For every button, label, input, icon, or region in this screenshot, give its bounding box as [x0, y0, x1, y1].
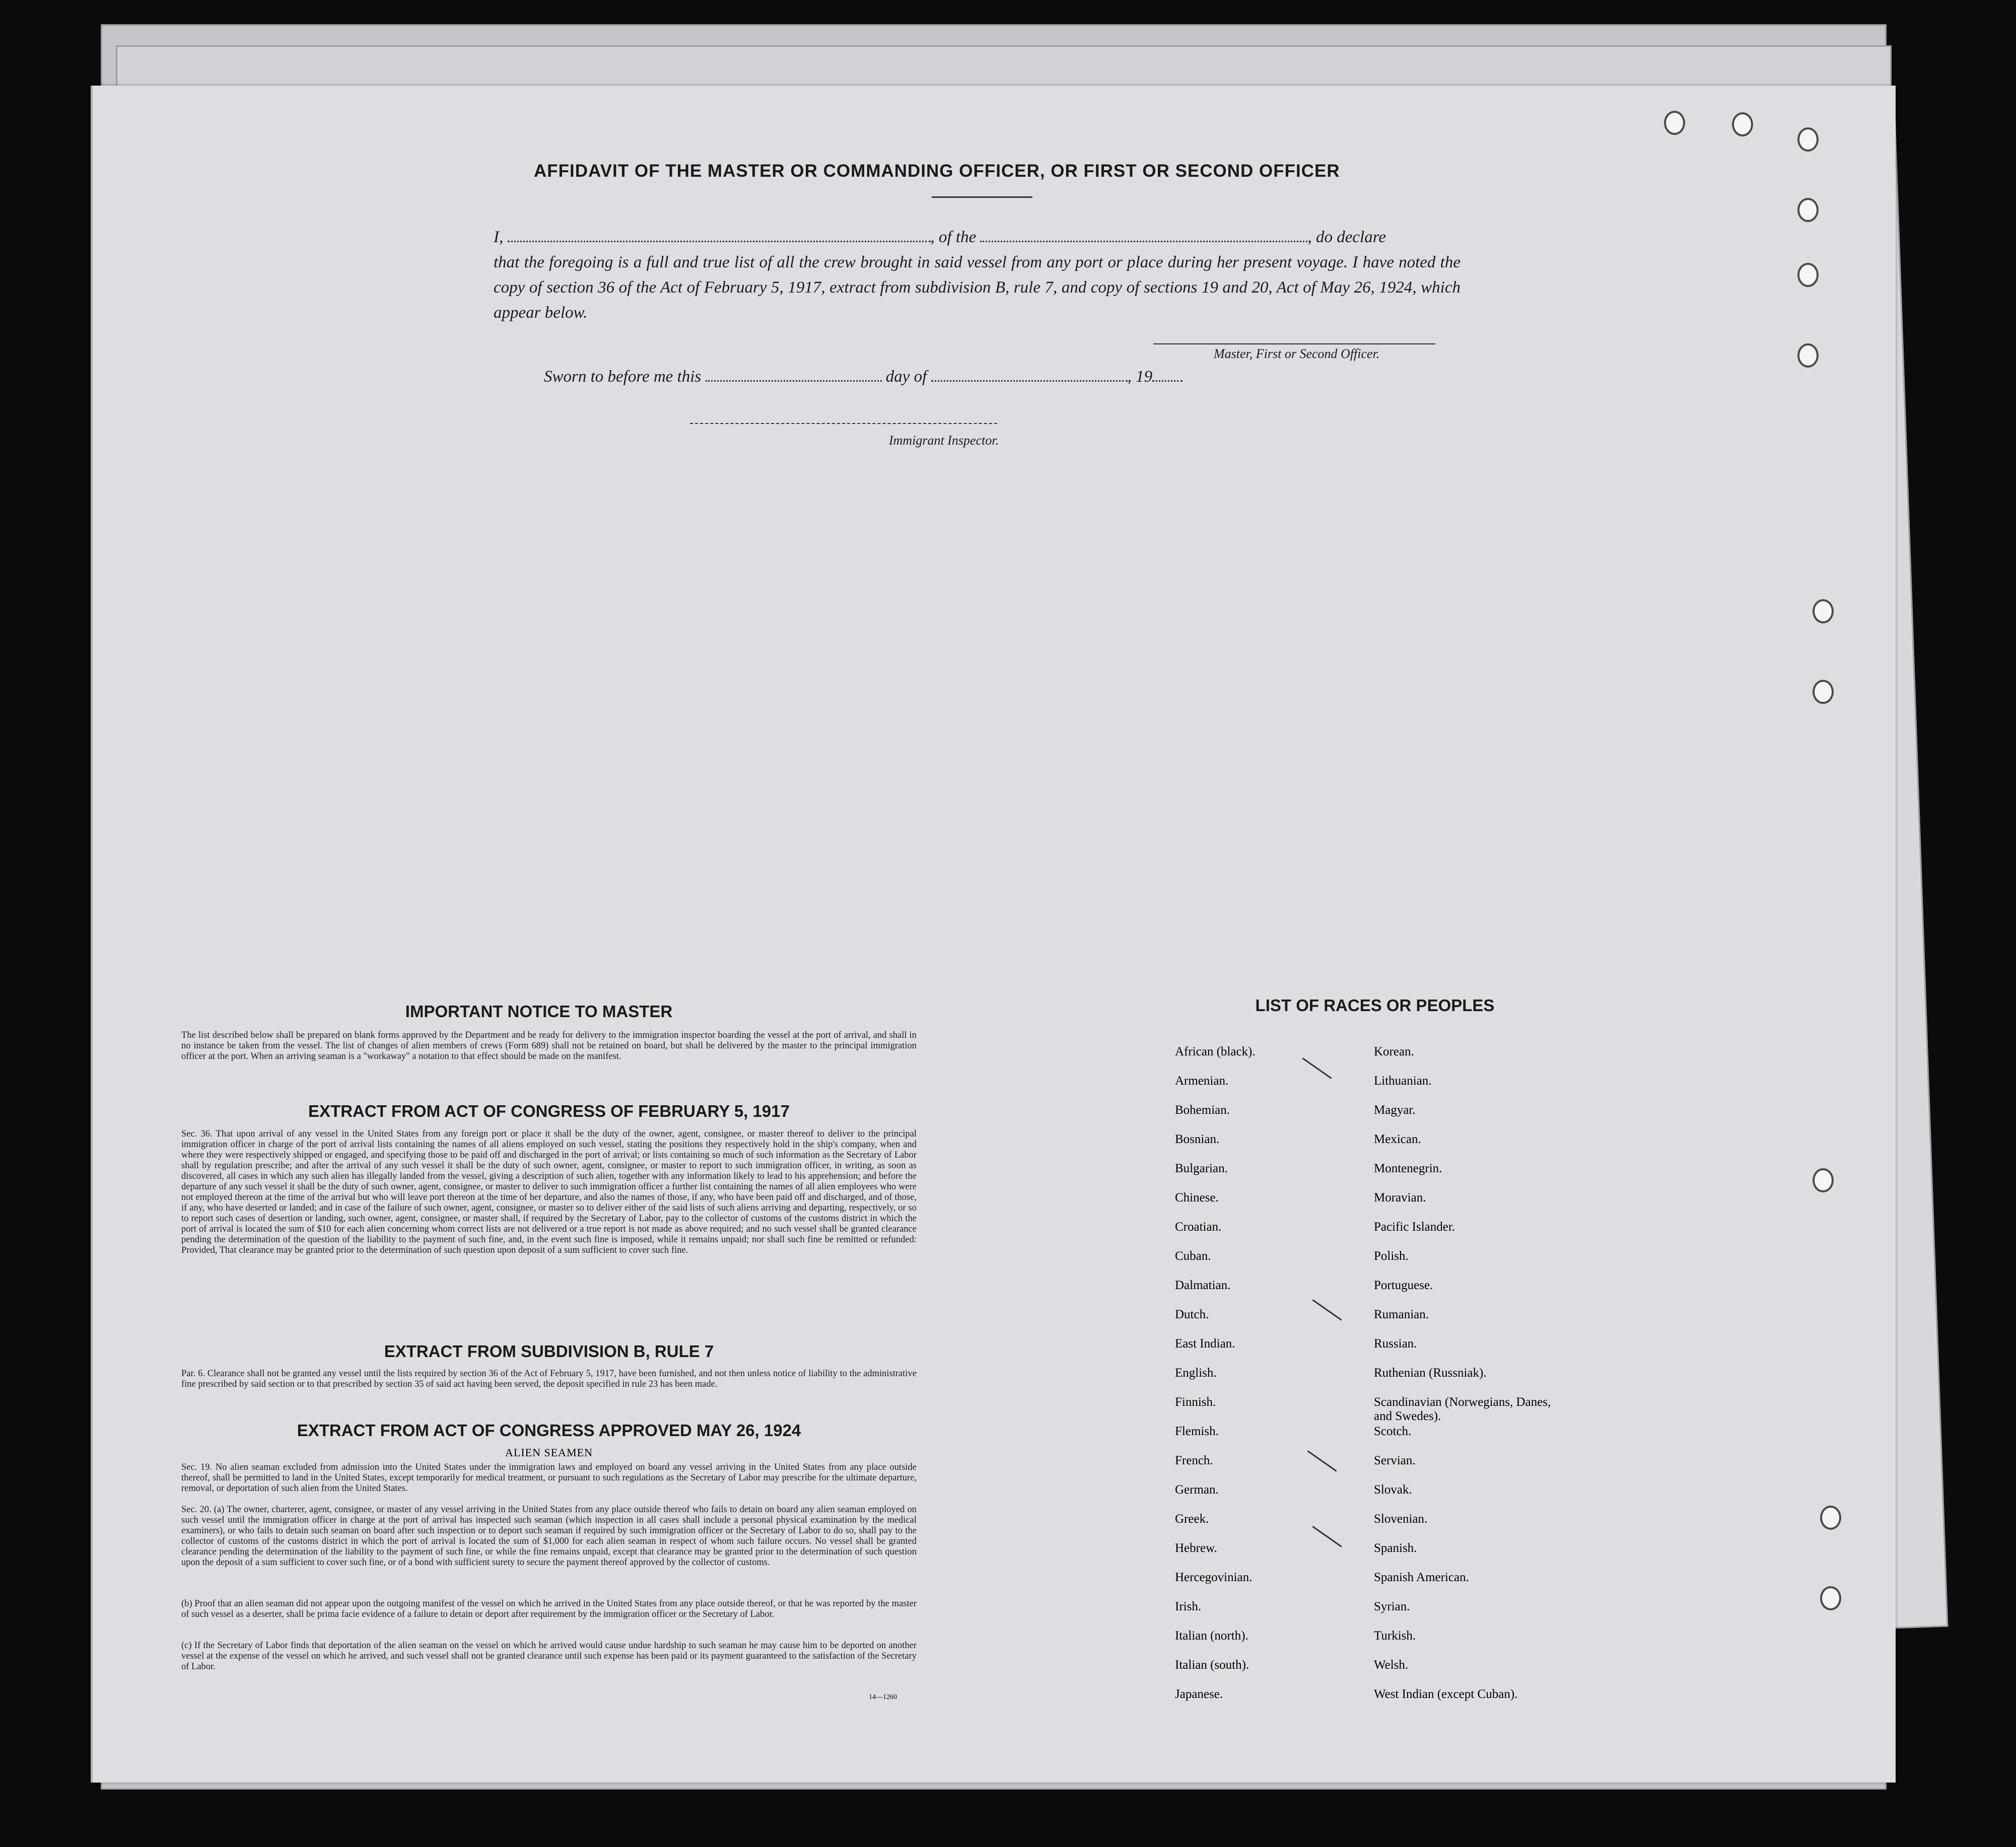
race-item: French.	[1175, 1454, 1213, 1467]
rule7-title: EXTRACT FROM SUBDIVISION B, RULE 7	[384, 1342, 714, 1361]
affidavit-body: that the foregoing is a full and true list of all the crew brought in said vessel from any port or place during her present voyage. I have noted the copy of section 36 of the Act of February 5, 1917, extract from subdivision B, rule 7, and copy of sections 19 and 20, Act of May 26, 1924, which appear below.	[494, 253, 1461, 322]
punch-hole	[1664, 111, 1685, 135]
races-title: LIST OF RACES OR PEOPLES	[1255, 996, 1495, 1015]
race-item: Slovak.	[1374, 1483, 1412, 1497]
race-item: Moravian.	[1374, 1191, 1426, 1204]
sworn-line	[544, 368, 1183, 386]
race-item: Chinese.	[1175, 1191, 1219, 1204]
month-blank[interactable]	[931, 368, 1128, 382]
sworn-prefix: Sworn to before me this	[544, 368, 702, 386]
race-item: East Indian.	[1175, 1337, 1235, 1351]
race-item: Dalmatian.	[1175, 1278, 1231, 1292]
race-item: Ruthenian (Russniak).	[1374, 1366, 1487, 1380]
race-item: Portuguese.	[1374, 1278, 1433, 1292]
race-item: Scotch.	[1374, 1425, 1412, 1438]
form-number: 14—1260	[869, 1693, 897, 1701]
race-item: Bosnian.	[1175, 1132, 1220, 1146]
act-1924-subtitle: ALIEN SEAMEN	[505, 1446, 593, 1459]
race-item: Dutch.	[1175, 1308, 1209, 1321]
race-item: Servian.	[1374, 1454, 1416, 1467]
punch-hole	[1820, 1586, 1841, 1610]
race-item: Armenian.	[1175, 1074, 1229, 1088]
master-caption: Master, First or Second Officer.	[1214, 346, 1380, 361]
races-right-column	[1374, 1045, 1565, 1717]
punch-hole	[1797, 127, 1819, 152]
race-item: Finnish.	[1175, 1395, 1216, 1409]
punch-hole	[1813, 1168, 1834, 1192]
race-item: Hebrew.	[1175, 1541, 1217, 1555]
master-signature-line[interactable]	[1153, 343, 1435, 344]
race-item: Croatian.	[1175, 1220, 1222, 1234]
day-of: day of	[885, 368, 927, 386]
race-item: Spanish American.	[1374, 1571, 1469, 1584]
race-item: Italian (south).	[1175, 1658, 1249, 1672]
race-item: Syrian.	[1374, 1600, 1410, 1613]
race-item: English.	[1175, 1366, 1217, 1380]
race-item: Magyar.	[1374, 1103, 1416, 1117]
race-item: Mexican.	[1374, 1132, 1421, 1146]
race-item: Bulgarian.	[1175, 1162, 1228, 1175]
punch-hole	[1797, 343, 1819, 368]
affidavit-i: I,	[494, 228, 504, 246]
act-1924-title: EXTRACT FROM ACT OF CONGRESS APPROVED MAY 26, 1924	[297, 1421, 801, 1440]
act-1924-sec20b: (b) Proof that an alien seaman did not appear upon the outgoing manifest of the vessel on which he arrived in the United States from any place outside thereof, or that he was reported by the master of such vessel as a deserter, shall be prima facie evidence of a failure to detain or deport after requirement by the immigration officer or the Secretary of Labor.	[181, 1599, 917, 1619]
punch-hole	[1797, 198, 1819, 222]
inspector-signature-line[interactable]	[690, 423, 997, 424]
race-item: Slovenian.	[1374, 1512, 1428, 1526]
race-item: Turkish.	[1374, 1629, 1416, 1643]
race-item: Irish.	[1175, 1600, 1202, 1613]
act-1924-sec20a: Sec. 20. (a) The owner, charterer, agent, consignee, or master of any vessel arriving in the United States from any place outside thereof who fails to detain on board any alien seaman employed on such vessel until the immigration officer in charge at the port of arrival has inspected such seaman (which inspection in all cases shall include a personal physical examination by the medical examiners), or who fails to detain such seaman on board after such inspection or to deport such seaman if required by such immigration officer or the Secretary of Labor to do so, shall pay to the collector of customs of the customs district in which the port of arrival is located the sum of $1,000 for each alien seaman in respect of whom such failure occurs. No vessel shall be granted clearance pending the determination of the liability to the payment of such fine, or while the fine remains unpaid, except that clearance may be granted prior to the determination of such question upon the deposit of a sum sufficient to cover such fine, or of a bond with sufficient surety to secure the payment thereof approved by the collector of customs.	[181, 1505, 917, 1568]
vessel-blank[interactable]	[980, 229, 1307, 242]
affidavit-declaration-line	[494, 225, 1461, 250]
act-1917-text: Sec. 36. That upon arrival of any vessel in the United States from any foreign port or place it shall be the duty of the owner, agent, consignee, or master thereof to deliver to the principal immigration officer in charge of the port of arrival lists containing the names of all aliens employed on such vessel, stating the positions they respectively hold in the ship's company, when and where they were respectively shipped or engaged, and specifying those to be paid off and discharged in the port of arrival; or lists containing so much of such information as the Secretary of Labor shall by regulation prescribe; and after the arrival of any such vessel it shall be the duty of such owner, agent, consignee, or master to report to such immigration officer, in writing, as soon as discovered, all cases in which any such alien has illegally landed from the vessel, giving a description of such alien, together with any information likely to lead to his apprehension; and before the departure of any such vessel it shall be the duty of such owner, agent, consignee, or master to deliver to such immigration officer a further list containing the names of all alien employees who were not employed thereon at the time of the arrival but who will leave port thereon at the time of her departure, and also the names of those, if any, who have been paid off and discharged, and of those, if any, who have deserted or landed; and in case of the failure of such owner, agent, consignee, or master so to deliver either of the said lists of such aliens arriving and departing, respectively, or so to report such cases of desertion or landing, such owner, agent, consignee, or master shall, if required by the Secretary of Labor, pay to the collector of customs of the customs district in which the port of arrival is located the sum of $10 for each alien concerning whom correct lists are not delivered or a true report is not made as above required; and no such vessel shall be granted clearance pending the determination of the question of the liability to the payment of such fine, and, in the event such fine is imposed, while it remains unpaid; nor shall such fine be remitted or refunded: Provided, That clearance may be granted prior to the determination of such question upon deposit of a sum sufficient to cover such fine.	[181, 1129, 917, 1255]
race-item: Russian.	[1374, 1337, 1417, 1351]
notice-text: The list described below shall be prepared on blank forms approved by the Department and be ready for delivery to the immigration inspector boarding the vessel at the port of arrival, and shall in no instance be taken from the vessel. The list of changes of alien members of crews (Form 689) shall not be retained on board, but shall be delivered by the master to the principal immigration officer at the port. When an arriving seaman is a "workaway" a notation to that effect should be made on the manifest.	[181, 1030, 917, 1061]
race-item: Montenegrin.	[1374, 1162, 1442, 1175]
race-item: West Indian (except Cuban).	[1374, 1687, 1518, 1701]
day-blank[interactable]	[706, 368, 882, 382]
inspector-caption: Immigrant Inspector.	[889, 433, 999, 448]
race-item: Welsh.	[1374, 1658, 1409, 1672]
race-item: Japanese.	[1175, 1687, 1223, 1701]
race-item: Lithuanian.	[1374, 1074, 1432, 1088]
race-item: Rumanian.	[1374, 1308, 1429, 1321]
race-item: Bohemian.	[1175, 1103, 1230, 1117]
race-item: Hercegovinian.	[1175, 1571, 1253, 1584]
race-item: Flemish.	[1175, 1425, 1219, 1438]
race-item: Spanish.	[1374, 1541, 1417, 1555]
race-item: Italian (north).	[1175, 1629, 1248, 1643]
punch-hole	[1813, 599, 1834, 623]
affidavit-do-declare: , do declare	[1307, 228, 1386, 246]
rule7-text: Par. 6. Clearance shall not be granted any vessel until the lists required by section 36 of the Act of February 5, 1917, have been furnished, and not then unless notice of liability to the administrative fine prescribed by said section or to that prescribed by section 35 of said act having been served, the deposit specified in rule 23 has been made.	[181, 1369, 917, 1389]
year-blank[interactable]	[1152, 368, 1183, 382]
race-item: Greek.	[1175, 1512, 1209, 1526]
race-item: German.	[1175, 1483, 1219, 1497]
race-item: Cuban.	[1175, 1249, 1211, 1263]
affidavit-of-the: , of the	[930, 228, 977, 246]
punch-hole	[1813, 680, 1834, 704]
year-prefix: , 19	[1127, 368, 1153, 386]
title-rule	[932, 196, 1032, 198]
race-item: Polish.	[1374, 1249, 1409, 1263]
punch-hole	[1797, 263, 1819, 287]
name-blank[interactable]	[508, 229, 931, 242]
race-item: African (black).	[1175, 1045, 1256, 1058]
act-1924-sec20c: (c) If the Secretary of Labor finds that deportation of the alien seaman on the vessel on which he arrived would cause undue hardship to such seaman he may cause him to be deported on another vessel at the expense of the vessel on which he arrived, and such vessel shall not be granted clearance until such expense has been paid or its payment guaranteed to the satisfaction of the Secretary of Labor.	[181, 1641, 917, 1672]
affidavit-text	[494, 225, 1461, 325]
races-left-column	[1175, 1045, 1256, 1717]
affidavit-title: AFFIDAVIT OF THE MASTER OR COMMANDING OFFICER, OR FIRST OR SECOND OFFICER	[534, 161, 1340, 181]
race-item: Pacific Islander.	[1374, 1220, 1455, 1234]
punch-hole	[1820, 1506, 1841, 1530]
act-1917-title: EXTRACT FROM ACT OF CONGRESS OF FEBRUARY 5, 1917	[308, 1102, 790, 1120]
notice-title: IMPORTANT NOTICE TO MASTER	[405, 1002, 673, 1021]
act-1924-sec19: Sec. 19. No alien seaman excluded from admission into the United States under the immigration laws and employed on board any vessel arriving in the United States from any place outside thereof, shall be permitted to land in the United States, except temporarily for medical treatment, or pursuant to such regulations as the Secretary of Labor may prescribe for the ultimate departure, removal, or deportation of such alien from the United States.	[181, 1462, 917, 1494]
race-item: Korean.	[1374, 1045, 1414, 1058]
race-item: Scandinavian (Norwegians, Danes, and Swedes).	[1374, 1395, 1551, 1423]
punch-hole	[1732, 112, 1753, 136]
